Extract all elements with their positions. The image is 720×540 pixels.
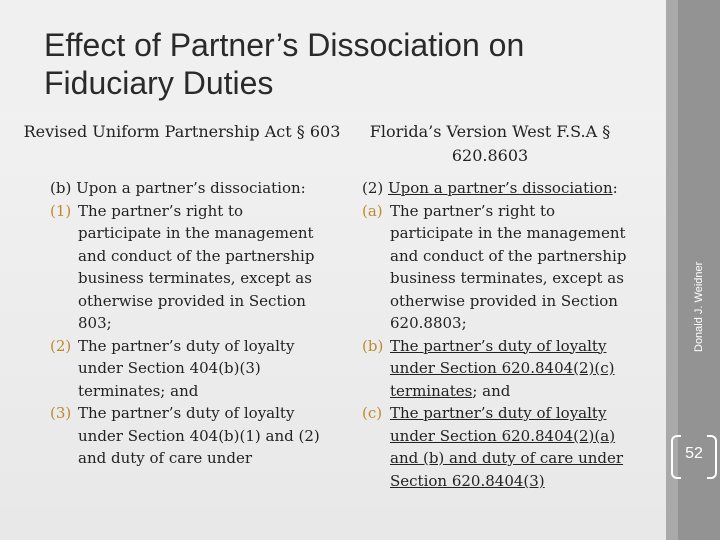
left-column bbox=[50, 177, 320, 470]
left-item-number: (1) bbox=[50, 201, 72, 220]
left-item bbox=[50, 402, 320, 470]
left-item bbox=[50, 200, 320, 335]
right-item-text-underlined: The partner’s duty of loyalty under Section 620.8404(2)(a) and (b) and duty of care under Section 620.8404(3) bbox=[390, 404, 624, 490]
right-item-text-suffix: ; and bbox=[472, 381, 511, 400]
right-item-number: (b) bbox=[362, 336, 384, 355]
left-intro: (b) Upon a partner’s dissociation: bbox=[50, 179, 306, 197]
left-column-heading: Revised Uniform Partnership Act § 603 bbox=[23, 122, 341, 141]
right-item-text: The partner’s right to participate in the management and conduct of the partnership business terminates, except as otherwise provided in Section 620.8803; bbox=[390, 201, 627, 332]
left-item-text: The partner’s right to participate in the management and conduct of the partnership business terminates, except as otherwise provided in Section 803; bbox=[78, 201, 315, 332]
right-item bbox=[362, 200, 632, 335]
left-item-text: The partner’s duty of loyalty under Section 404(b)(3) terminates; and bbox=[78, 336, 295, 400]
page-number: 52 bbox=[685, 445, 703, 462]
right-intro bbox=[362, 177, 632, 200]
author-label: Donald J. Weidner bbox=[693, 261, 705, 352]
left-item-number: (2) bbox=[50, 336, 72, 355]
right-item-number: (c) bbox=[362, 404, 383, 422]
right-item-text-underlined: The partner’s duty of loyalty under Section 620.8404(2)(c) terminates bbox=[390, 336, 615, 400]
right-intro-suffix: : bbox=[612, 179, 618, 197]
right-item bbox=[362, 402, 632, 492]
right-intro-prefix: (2) bbox=[362, 179, 389, 197]
right-intro-underlined: Upon a partner’s dissociation bbox=[388, 179, 613, 197]
right-item-number: (a) bbox=[362, 201, 383, 220]
slide-title: Effect of Partner’s Dissociation on Fiduciary Duties bbox=[44, 27, 525, 101]
right-column-heading: Florida’s Version West F.S.A § 620.8603 bbox=[369, 122, 611, 165]
left-item-number: (3) bbox=[50, 404, 72, 422]
right-item bbox=[362, 335, 632, 403]
page-number-badge bbox=[671, 433, 717, 479]
left-item bbox=[50, 335, 320, 403]
left-item-text: The partner’s duty of loyalty under Section 404(b)(1) and (2) and duty of care under bbox=[78, 404, 320, 467]
right-column bbox=[362, 177, 632, 492]
